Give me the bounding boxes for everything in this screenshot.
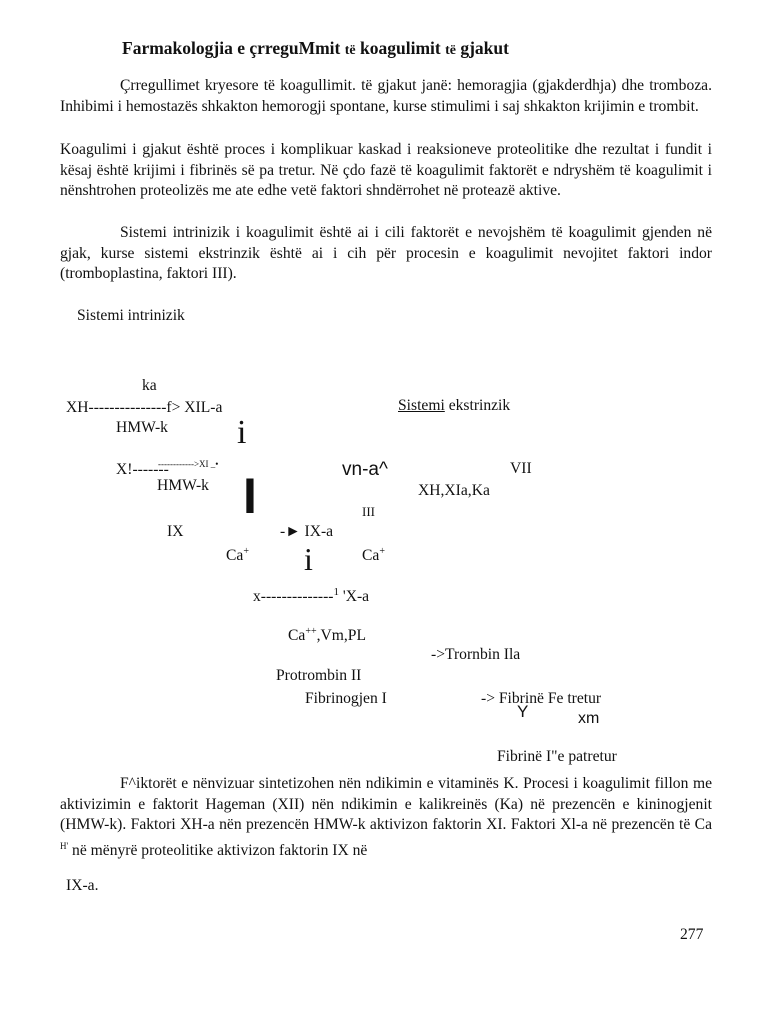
paragraph-systems: Sistemi intrinizik i koagulimit është ai i cili faktorët e nevojshëm të koagulimit gjenden në gjak, kurse sistemi ekstrinzik është ai i cih për procesin e koagulimit nevojitet faktori indor (tromboplastina, faktori III). bbox=[60, 224, 712, 282]
title-part-end: gjakut bbox=[455, 38, 509, 58]
insoluble-fibrin-label: Fibrinë I"e patretur bbox=[497, 748, 617, 765]
prothrombin-label: Protrombin II bbox=[276, 667, 362, 684]
calcium-label-1: Ca+ bbox=[226, 546, 249, 565]
title-part-te1: të bbox=[344, 43, 356, 58]
factor-xiii-label: xm bbox=[578, 710, 600, 727]
extrinsic-system-heading: Sistemi ekstrinzik bbox=[398, 397, 511, 414]
paragraph-intro: Çrregullimet kryesore të koagullimit. të gjakut janë: hemoragjia (gjakderdhja) dhe tromboza. Inhibimi i hemostazës shkakton hemorogji spontane, kurse stimulimi i saj shkakton krijimin e trombit. bbox=[60, 77, 712, 115]
hmwk-label-1: HMW-k bbox=[116, 419, 168, 436]
hmwk-label-2: HMW-k bbox=[157, 477, 209, 494]
vertical-bar-glyph: I bbox=[243, 468, 257, 524]
paragraph-activation-cascade: F^iktorët e nënvizuar sintetizohen nën ndikimin e vitaminës K. Procesi i koagulimit fillon me aktivizimin e faktorit Hageman (XII) nën ndikimin e kalikreinës (Ka) në prezencën e kininogjenit (HMW-k). Faktori XH-a nën prezencën HMW-k aktivizon faktorin XI. Faktori Xl-a në prezencën të Ca $^{H'}$ në mënyrë proteolitike aktivizon faktorin IX në bbox=[60, 775, 712, 859]
soluble-fibrin-arrow-label: -> Fibrinë Fe tretur bbox=[481, 690, 602, 707]
down-arrow-glyph-3: Y bbox=[517, 702, 529, 721]
calcium-label-2: Ca+ bbox=[362, 546, 385, 565]
activator-factors-list: XH,XIa,Ka bbox=[418, 482, 490, 499]
page-number: 277 bbox=[680, 926, 704, 943]
factor-x-activation-line: x--------------$^1$ 'X-a bbox=[253, 586, 370, 606]
kallikrein-label: ka bbox=[142, 377, 157, 394]
title-part-te2: të bbox=[445, 43, 456, 58]
factor-xii-activation-arrow: XH---------------f> XIL-a bbox=[66, 399, 223, 416]
paragraph-coagulation: Koagulimi i gjakut është proces i komplikuar kaskad i reaksioneve proteolitike dhe rezultat i fundit i kësaj është krijimi i fibrinës së pa tretur. Në çdo fazë të koagulimit faktorët e ndryshëm të koagulimit i nënshtrohen proteolizës me ate edhe vetë faktori shndërrohet në proteazë aktive. bbox=[60, 141, 712, 199]
page-title bbox=[122, 38, 509, 59]
factor-vii-label: VII bbox=[510, 460, 532, 477]
factor-viia-label: vn-a^ bbox=[342, 459, 388, 480]
factor-xi-line: X!------- bbox=[116, 461, 169, 478]
down-arrow-glyph-1: i bbox=[237, 414, 247, 451]
thrombin-arrow-label: ->Trornbin Ila bbox=[431, 646, 521, 663]
factor-iii-label: III bbox=[362, 504, 375, 519]
title-part-mid: koagulimit bbox=[355, 38, 446, 58]
factor-ix-activation-arrow: -► IX-a bbox=[280, 523, 334, 540]
factor-xi-small-arrow: ------------>XI _• bbox=[158, 459, 219, 469]
cofactors-label: Ca++,Vm,PL bbox=[288, 626, 366, 645]
down-arrow-glyph-2: i bbox=[304, 541, 313, 577]
paragraph-ixa: IX-a. bbox=[66, 877, 99, 894]
factor-ix-label: IX bbox=[167, 523, 184, 540]
intrinsic-system-heading: Sistemi intrinizik bbox=[77, 307, 185, 324]
title-part-main: Farmakologjia e çrreguMmit bbox=[122, 38, 345, 58]
fibrinogen-label: Fibrinogjen I bbox=[305, 690, 387, 707]
